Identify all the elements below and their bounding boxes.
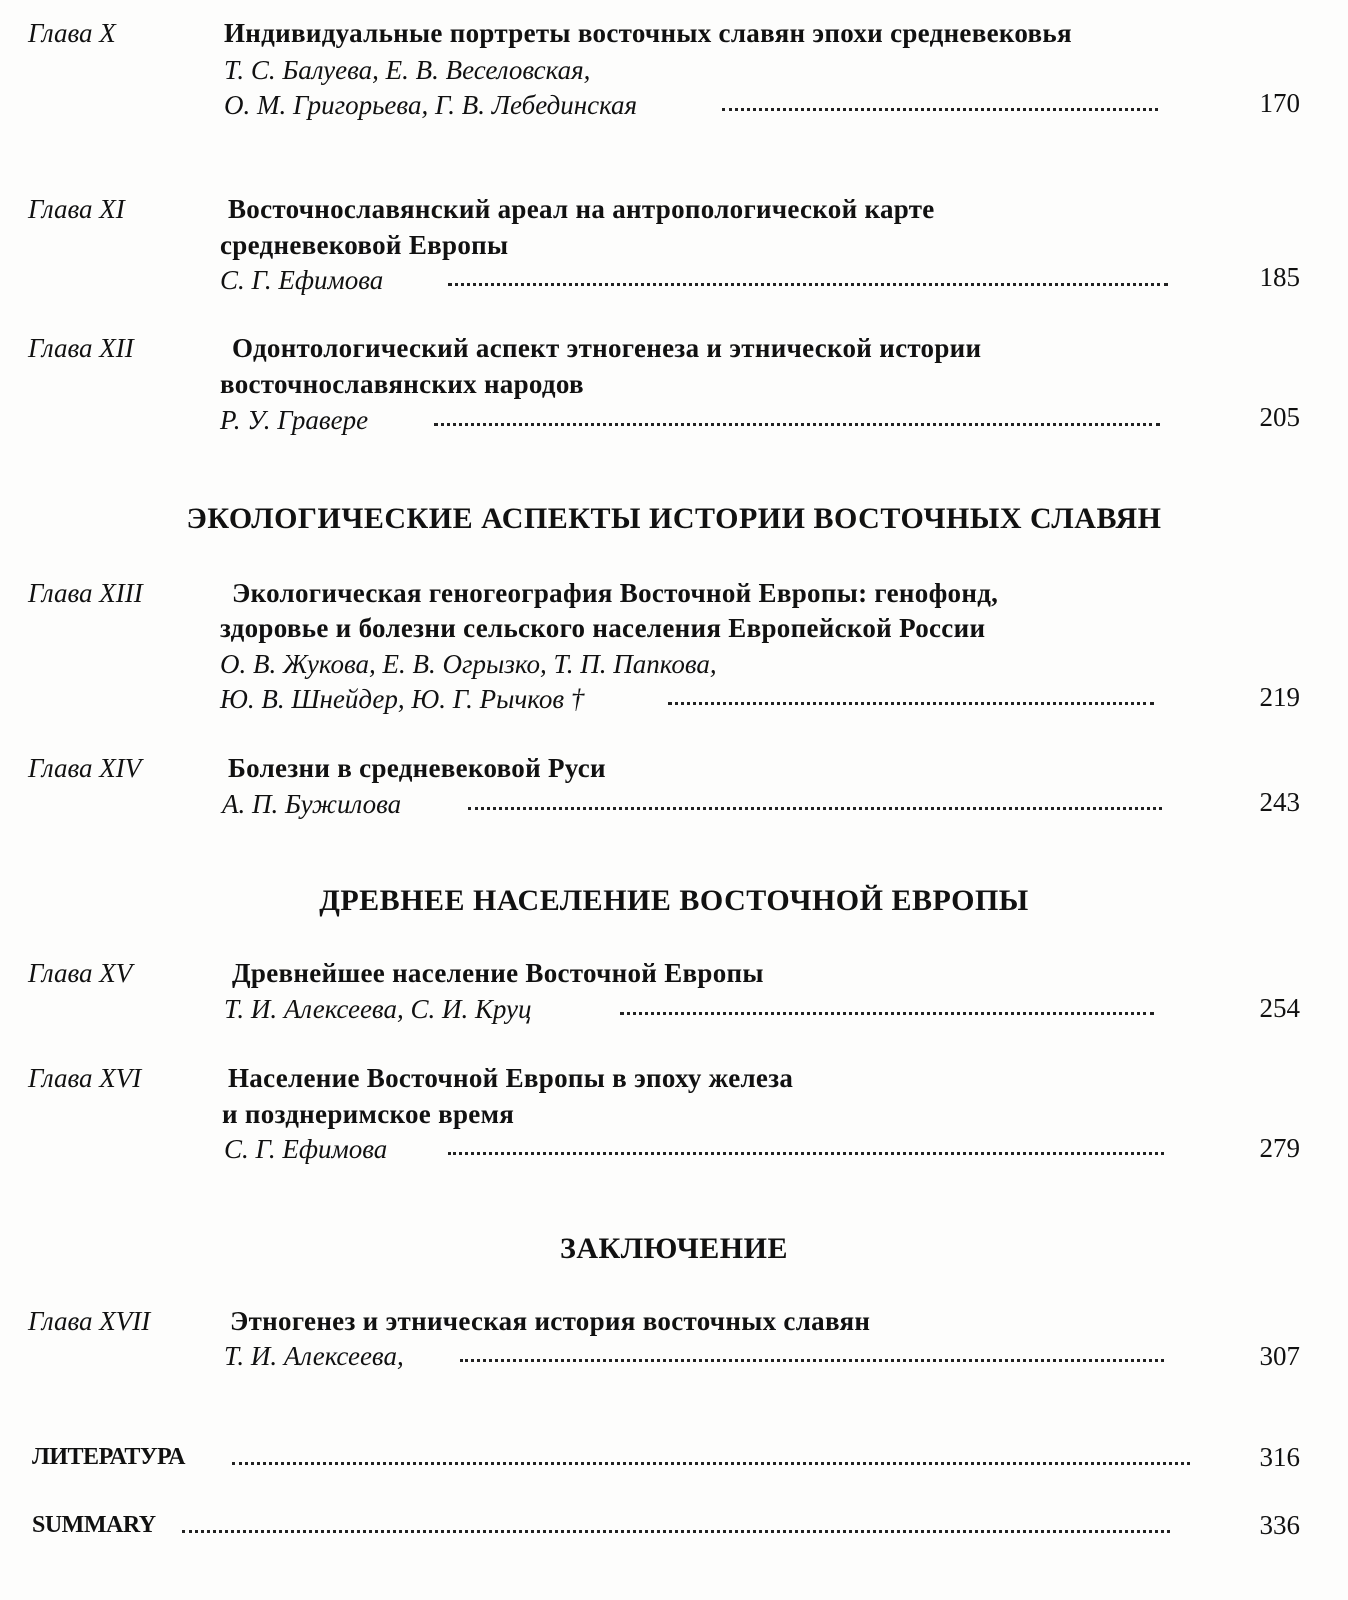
dot-leader [434, 423, 1160, 426]
page-number: 307 [1259, 1341, 1300, 1371]
dot-leader [448, 283, 1168, 286]
page-number: 205 [1259, 402, 1300, 432]
summary-label: SUMMARY [32, 1512, 156, 1538]
dot-leader [460, 1359, 1164, 1362]
dot-leader [232, 1462, 1190, 1465]
chapter-title: Древнейшее население Восточной Европы [232, 958, 764, 988]
chapter-title: средневековой Европы [220, 230, 509, 260]
chapter-authors: С. Г. Ефимова [220, 265, 384, 295]
chapter-authors: Т. И. Алексеева, С. И. Круц [224, 994, 532, 1024]
page-number: 185 [1259, 262, 1300, 292]
chapter-label: Глава XVI [28, 1063, 142, 1093]
chapter-title: восточнославянских народов [220, 369, 584, 399]
chapter-authors: Р. У. Гравере [220, 405, 369, 435]
section-heading: ЭКОЛОГИЧЕСКИЕ АСПЕКТЫ ИСТОРИИ ВОСТОЧНЫХ СЛАВЯН [186, 502, 1162, 535]
page-number: 336 [1259, 1510, 1300, 1540]
chapter-authors: Т. С. Балуева, Е. В. Веселовская, [224, 55, 591, 85]
chapter-label: Глава XVII [28, 1306, 151, 1336]
chapter-label: Глава XIII [28, 578, 143, 608]
chapter-authors: Т. И. Алексеева, [224, 1341, 404, 1371]
section-heading: ЗАКЛЮЧЕНИЕ [560, 1232, 788, 1265]
dot-leader [620, 1012, 1154, 1015]
chapter-authors: Ю. В. Шнейдер, Ю. Г. Рычков † [220, 684, 585, 714]
dot-leader [468, 807, 1162, 810]
chapter-label: Глава X [28, 18, 116, 48]
page-number: 243 [1259, 787, 1300, 817]
chapter-label: Глава XIV [28, 753, 142, 783]
chapter-title: Восточнославянский ареал на антропологической карте [228, 194, 935, 224]
chapter-authors: А. П. Бужилова [222, 789, 402, 819]
dot-leader [722, 108, 1158, 111]
page-number: 170 [1259, 88, 1300, 118]
chapter-label: Глава XV [28, 958, 133, 988]
page-number: 316 [1259, 1442, 1300, 1472]
dot-leader [182, 1530, 1170, 1533]
chapter-title: Болезни в средневековой Руси [228, 753, 606, 783]
chapter-title: Экологическая геногеография Восточной Европы: генофонд, [232, 578, 999, 608]
chapter-authors: О. В. Жукова, Е. В. Огрызко, Т. П. Папкова, [220, 649, 717, 679]
chapter-title: Население Восточной Европы в эпоху железа [228, 1063, 794, 1093]
dot-leader [448, 1152, 1164, 1155]
chapter-title: Одонтологический аспект этногенеза и этнической истории [232, 333, 982, 363]
chapter-label: Глава XII [28, 333, 134, 363]
chapter-title: Индивидуальные портреты восточных славян эпохи средневековья [224, 18, 1072, 48]
dot-leader [668, 702, 1154, 705]
chapter-title: Этногенез и этническая история восточных славян [230, 1306, 871, 1336]
chapter-authors: С. Г. Ефимова [224, 1134, 388, 1164]
section-heading: ДРЕВНЕЕ НАСЕЛЕНИЕ ВОСТОЧНОЙ ЕВРОПЫ [319, 884, 1029, 917]
page-number: 219 [1259, 682, 1300, 712]
chapter-title: здоровье и болезни сельского населения Европейской России [220, 613, 986, 643]
chapter-title: и позднеримское время [222, 1099, 515, 1129]
chapter-label: Глава XI [28, 194, 125, 224]
literature-label: ЛИТЕРАТУРА [32, 1444, 185, 1470]
page-number: 254 [1259, 993, 1300, 1023]
chapter-authors: О. М. Григорьева, Г. В. Лебединская [224, 90, 638, 120]
page-number: 279 [1259, 1133, 1300, 1163]
